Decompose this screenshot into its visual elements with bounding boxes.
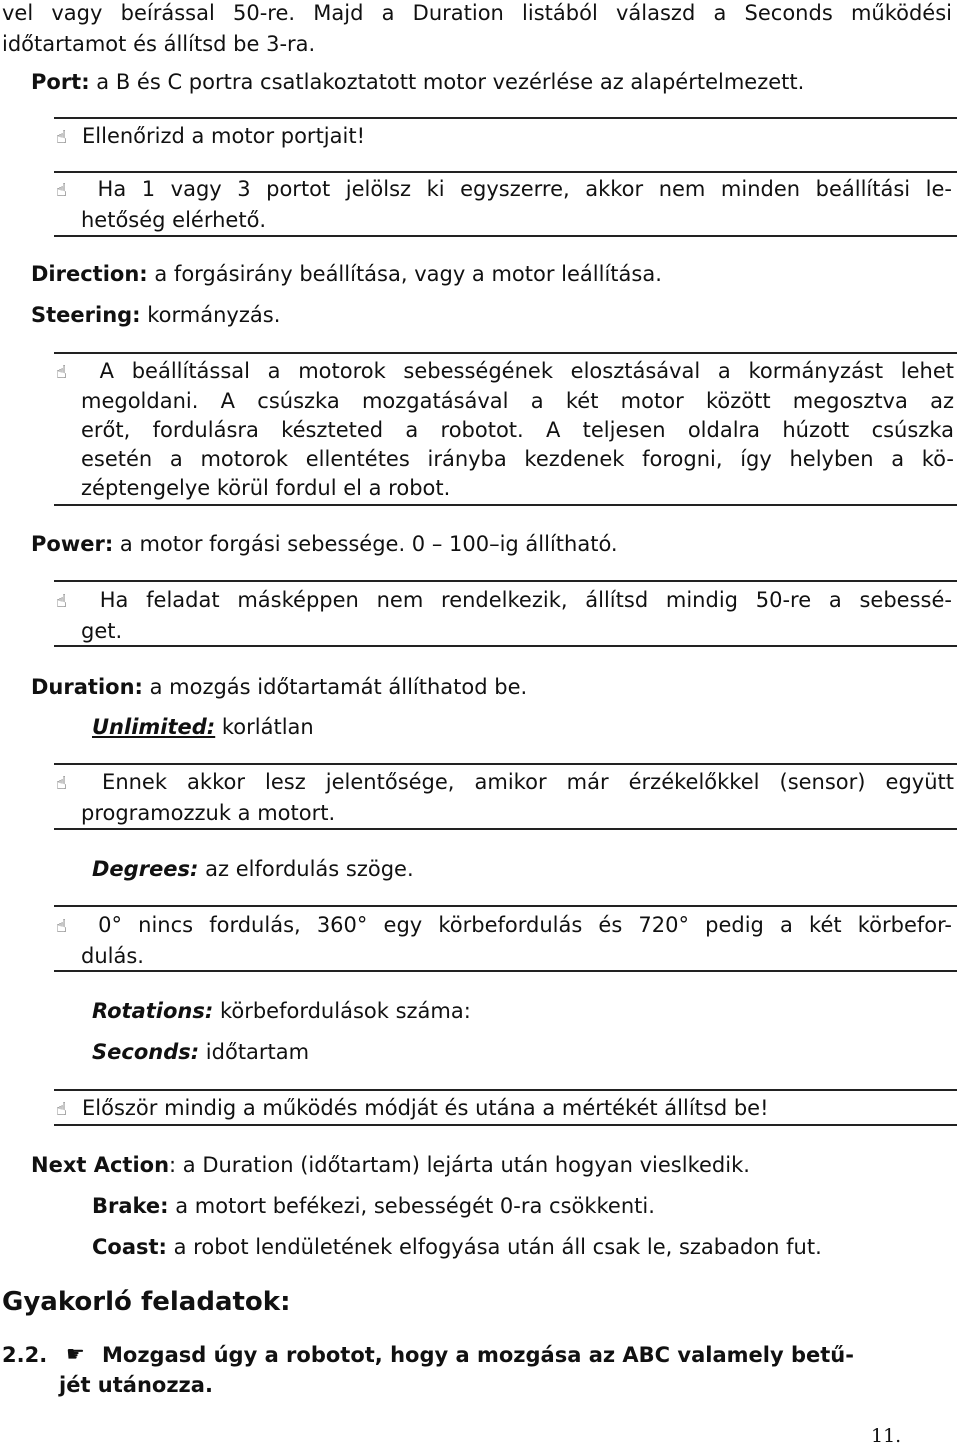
intro-line-2: időtartamot és állítsd be 3-ra.: [2, 32, 316, 56]
seconds-text: időtartam: [199, 1040, 310, 1064]
note-steering-line-3: erőt, fordulásra készteted a robotot. A teljesen oldalra húzott csúszka: [81, 418, 954, 442]
pointing-hand-icon: ☝: [56, 916, 67, 937]
note-rule: [54, 352, 957, 354]
note-text: Ennek akkor lesz jelentősége, amikor már érzékelőkkel (sensor) együtt: [102, 770, 954, 794]
duration-text: a mozgás időtartamát állíthatod be.: [142, 675, 528, 699]
note-port-select-line-2: hetőség elérhető.: [81, 208, 267, 232]
note-degrees-line-2: dulás.: [81, 944, 144, 968]
exercise-line-1: Mozgasd úgy a robotot, hogy a mozgása az ABC valamely betű-: [102, 1343, 854, 1367]
note-rule: [54, 117, 957, 119]
brake-label: Brake:: [92, 1194, 169, 1218]
coast-text: a robot lendületének elfogyása után áll csak le, szabadon fut.: [166, 1235, 822, 1259]
note-rule: [54, 970, 957, 972]
steering-definition: [31, 305, 280, 326]
exercise-line-2: jét utánozza.: [59, 1373, 213, 1397]
degrees-definition: [92, 859, 414, 880]
pointing-hand-icon: ☝: [56, 180, 67, 201]
next-action-label: Next Action: [31, 1153, 170, 1177]
note-rule: [54, 504, 957, 506]
note-port-select-line-1: [56, 179, 952, 200]
degrees-text: az elfordulás szöge.: [198, 857, 414, 881]
steering-text: kormányzás.: [140, 303, 281, 327]
coast-definition: [92, 1237, 822, 1258]
note-steering-line-4: esetén a motorok ellentétes irányba kezdenek forogni, így helyben a kö-: [81, 447, 954, 471]
brake-definition: [92, 1196, 655, 1217]
rotations-label: Rotations:: [92, 999, 214, 1023]
pointing-hand-icon: ☝: [56, 773, 67, 794]
port-definition: [31, 72, 804, 93]
port-label: Port:: [31, 70, 90, 94]
page-number: 11.: [871, 1425, 902, 1447]
rotations-text: körbefordulások száma:: [213, 999, 471, 1023]
brake-text: a motort befékezi, sebességét 0-ra csökkenti.: [168, 1194, 655, 1218]
note-mode: [56, 1098, 769, 1119]
note-degrees-line-1: [56, 915, 952, 936]
note-text: Ha feladat másképpen nem rendelkezik, állítsd mindig 50-re a sebessé-: [99, 588, 952, 612]
power-label: Power:: [31, 532, 114, 556]
direction-text: a forgásirány beállítása, vagy a motor leállítása.: [147, 262, 662, 286]
note-power-line-1: [56, 590, 952, 611]
note-rule: [54, 828, 957, 830]
note-rule: [54, 905, 957, 907]
note-text: 0° nincs fordulás, 360° egy körbefordulás és 720° pedig a két körbefor-: [98, 913, 952, 937]
note-text: Először mindig a működés módját és utána a mértékét állítsd be!: [82, 1096, 769, 1120]
power-definition: [31, 534, 618, 555]
steering-label: Steering:: [31, 303, 141, 327]
note-rule: [54, 1089, 957, 1091]
direction-definition: [31, 264, 662, 285]
note-steering-line-1: [56, 361, 954, 382]
exercise-number: 2.2.: [2, 1343, 48, 1367]
rotations-definition: [92, 1001, 471, 1022]
note-steering-line-2: megoldani. A csúszka mozgatásával a két motor között megosztva az: [81, 389, 954, 413]
pointing-hand-icon: ☝: [56, 1099, 67, 1120]
duration-definition: [31, 677, 527, 698]
unlimited-definition: [92, 717, 314, 738]
intro-line-1: vel vagy beírással 50-re. Majd a Duration listából válaszd a Seconds működési: [2, 1, 952, 25]
note-steering-line-5: zéptengelye körül fordul el a robot.: [81, 476, 451, 500]
note-unlimited-line-1: [56, 772, 954, 793]
degrees-label: Degrees:: [92, 857, 199, 881]
duration-label: Duration:: [31, 675, 143, 699]
note-power-line-2: get.: [81, 619, 123, 643]
seconds-definition: [92, 1042, 309, 1063]
note-rule: [54, 1124, 957, 1126]
pointing-hand-icon: ☝: [56, 591, 67, 612]
note-rule: [54, 171, 957, 173]
next-action-definition: [31, 1155, 750, 1176]
coast-label: Coast:: [92, 1235, 167, 1259]
pointing-hand-icon: ☝: [56, 362, 67, 383]
note-unlimited-line-2: programozzuk a motort.: [81, 801, 336, 825]
note-text: Ellenőrizd a motor portjait!: [82, 124, 365, 148]
seconds-label: Seconds:: [92, 1040, 200, 1064]
next-action-text: : a Duration (időtartam) lejárta után hogyan vieslkedik.: [169, 1153, 750, 1177]
note-rule: [54, 235, 957, 237]
unlimited-text: korlátlan: [215, 715, 314, 739]
pointing-finger-icon: ☛: [66, 1342, 85, 1366]
unlimited-label: Unlimited:: [92, 715, 216, 739]
note-text: Ha 1 vagy 3 portot jelölsz ki egyszerre, akkor nem minden beállítási le-: [97, 177, 952, 201]
note-rule: [54, 763, 957, 765]
note-text: A beállítással a motorok sebességének elosztásával a kormányzást lehet: [99, 359, 954, 383]
pointing-hand-icon: ☝: [56, 127, 67, 148]
exercises-heading: Gyakorló feladatok:: [2, 1287, 291, 1317]
direction-label: Direction:: [31, 262, 148, 286]
power-text: a motor forgási sebessége. 0 – 100–ig állítható.: [113, 532, 618, 556]
port-text: a B és C portra csatlakoztatott motor vezérlése az alapértelmezett.: [89, 70, 805, 94]
note-rule: [54, 580, 957, 582]
note-rule: [54, 645, 957, 647]
note-port-check: [56, 126, 365, 147]
